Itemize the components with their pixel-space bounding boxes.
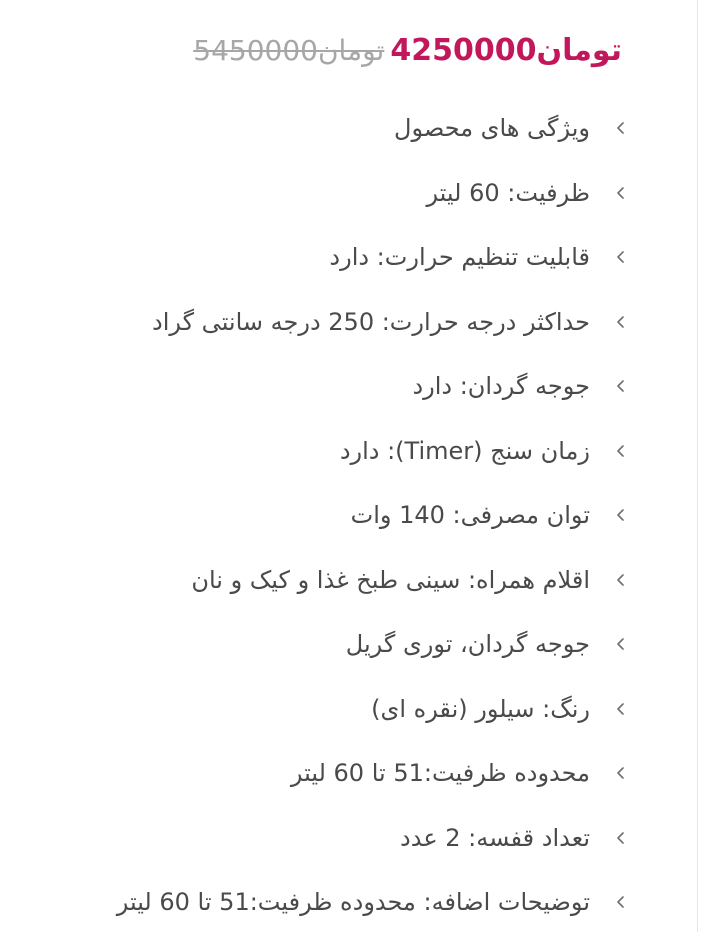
- feature-text: توان مصرفی: 140 وات: [350, 501, 590, 530]
- chevron-left-icon: [614, 379, 628, 393]
- feature-text: زمان سنج (Timer): دارد: [339, 436, 590, 465]
- feature-list-item[interactable]: [0, 741, 720, 806]
- feature-list-item[interactable]: [0, 612, 720, 677]
- feature-list-item[interactable]: [0, 419, 720, 484]
- feature-text: محدوده ظرفیت:51 تا 60 لیتر: [290, 759, 590, 788]
- chevron-left-icon: [614, 315, 628, 329]
- chevron-left-icon: [614, 508, 628, 522]
- price-row: [187, 26, 622, 74]
- original-price-currency: تومان: [317, 33, 385, 67]
- feature-list-item[interactable]: [0, 548, 720, 613]
- original-price: [193, 34, 384, 67]
- feature-list-item[interactable]: [0, 806, 720, 871]
- chevron-left-icon: [614, 831, 628, 845]
- current-price-value: 4250000: [390, 32, 537, 68]
- feature-list-item[interactable]: [0, 161, 720, 226]
- feature-list-item[interactable]: [0, 290, 720, 355]
- feature-text: رنگ: سیلور (نقره ای): [371, 694, 590, 723]
- chevron-left-icon: [614, 573, 628, 587]
- chevron-left-icon: [614, 250, 628, 264]
- product-features-list: [0, 96, 720, 935]
- chevron-left-icon: [614, 186, 628, 200]
- feature-text: حداکثر درجه حرارت: 250 درجه سانتی گراد: [152, 307, 590, 336]
- feature-text: اقلام همراه: سینی طبخ غذا و کیک و نان: [191, 565, 590, 594]
- chevron-left-icon: [614, 702, 628, 716]
- chevron-left-icon: [614, 637, 628, 651]
- feature-list-item[interactable]: [0, 225, 720, 290]
- current-price: [390, 33, 622, 68]
- feature-text: ظرفیت: 60 لیتر: [426, 178, 590, 207]
- original-price-value: 5450000: [193, 33, 318, 67]
- chevron-left-icon: [614, 895, 628, 909]
- chevron-left-icon: [614, 444, 628, 458]
- chevron-left-icon: [614, 121, 628, 135]
- chevron-left-icon: [614, 766, 628, 780]
- current-price-currency: تومان: [536, 32, 622, 68]
- feature-list-item[interactable]: [0, 870, 720, 935]
- feature-text: جوجه گردان: دارد: [412, 372, 590, 401]
- feature-list-item[interactable]: [0, 354, 720, 419]
- feature-list-item[interactable]: [0, 483, 720, 548]
- feature-text: جوجه گردان، توری گریل: [345, 630, 590, 659]
- feature-text: توضیحات اضافه: محدوده ظرفیت:51 تا 60 لیتر: [116, 888, 590, 917]
- feature-list-item[interactable]: [0, 96, 720, 161]
- feature-text: ویژگی های محصول: [394, 114, 590, 143]
- feature-list-item[interactable]: [0, 677, 720, 742]
- feature-text: تعداد قفسه: 2 عدد: [400, 823, 590, 852]
- feature-text: قابلیت تنظیم حرارت: دارد: [329, 243, 590, 272]
